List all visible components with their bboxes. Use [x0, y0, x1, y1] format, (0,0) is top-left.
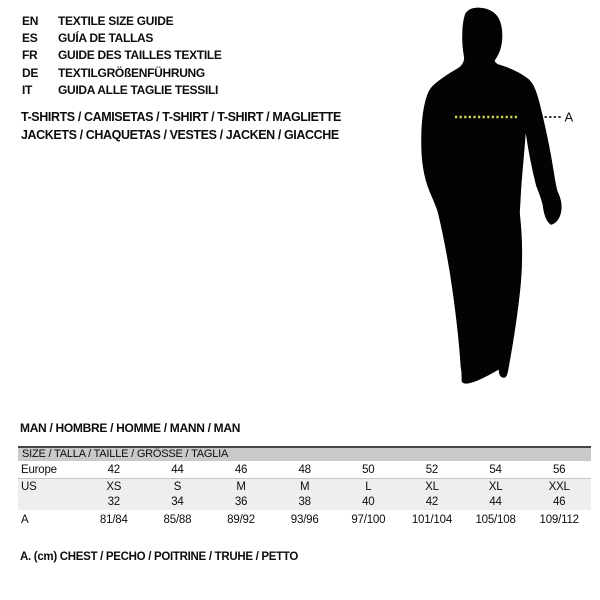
language-list [22, 12, 222, 99]
section-title-man: MAN / HOMBRE / HOMME / MANN / MAN [20, 421, 241, 435]
size-value-cell: 46 [234, 463, 248, 476]
size-value-cell: 93/96 [290, 513, 319, 526]
size-value-cell: M [236, 480, 246, 493]
measurement-footnote: A. (cm) CHEST / PECHO / POITRINE / TRUHE / PETTO [20, 551, 299, 563]
size-value-cell: L [365, 480, 372, 493]
size-value-cell: XL [425, 480, 439, 493]
size-value-cell: 81/84 [99, 513, 128, 526]
language-label: TEXTILE SIZE GUIDE [58, 13, 174, 28]
size-value-cell: 54 [489, 463, 502, 476]
size-table [18, 446, 591, 529]
size-table-row [18, 510, 591, 529]
language-row [22, 64, 222, 81]
language-row [22, 29, 222, 46]
size-value-cell: 105/108 [475, 513, 516, 526]
size-value-cell: 48 [298, 463, 311, 476]
garment-category [21, 109, 341, 144]
size-value-cell: 56 [552, 463, 566, 476]
size-value-cell: 89/92 [227, 513, 255, 526]
size-value-cell: 36 [234, 496, 248, 508]
language-row [22, 82, 222, 99]
man-silhouette-figure [403, 0, 600, 400]
size-value-cell: XS [106, 480, 122, 493]
size-value-cell: 44 [171, 463, 184, 476]
language-label: GUIDA ALLE TAGLIE TESSILI [58, 83, 219, 98]
row-label: A [21, 513, 29, 526]
language-code: ES [22, 31, 38, 46]
size-value-cell: 34 [171, 496, 184, 508]
size-value-cell: 50 [362, 463, 375, 476]
size-value-cell: 97/100 [351, 513, 386, 526]
size-value-cell: 38 [298, 496, 311, 508]
size-table-row [18, 478, 591, 494]
language-code: DE [22, 65, 39, 80]
size-table-row [18, 494, 591, 510]
garment-line-jackets: JACKETS / CHAQUETAS / VESTES / JACKEN / GIACCHE [21, 127, 339, 142]
size-value-cell: XXL [548, 480, 570, 493]
man-silhouette [422, 8, 562, 383]
row-label: US [21, 480, 37, 493]
language-code: FR [22, 48, 38, 63]
size-value-cell: 85/88 [163, 513, 192, 526]
size-value-cell: 46 [552, 496, 566, 508]
language-label: GUÍA DE TALLAS [58, 31, 154, 46]
language-code: IT [22, 83, 33, 98]
language-row [22, 12, 222, 29]
size-value-cell: XL [488, 480, 503, 493]
size-value-cell: 101/104 [411, 513, 453, 526]
size-value-cell: 44 [489, 496, 502, 508]
size-value-cell: 109/112 [539, 513, 579, 526]
size-table-row [18, 461, 591, 478]
size-value-cell: S [173, 480, 182, 493]
size-value-cell: 42 [107, 463, 121, 476]
size-table-header: SIZE / TALLA / TAILLE / GRÖSSE / TAGLIA [18, 448, 591, 461]
language-label: TEXTILGRÖßENFÜHRUNG [58, 65, 205, 80]
size-value-cell: M [299, 480, 310, 493]
measure-label-a: A [564, 109, 574, 125]
size-table-body [18, 461, 591, 529]
language-label: GUIDE DES TAILLES TEXTILE [58, 48, 222, 63]
size-value-cell: 42 [425, 496, 439, 508]
size-value-cell: 40 [362, 496, 375, 508]
language-code: EN [22, 13, 39, 28]
size-value-cell: 52 [425, 463, 439, 476]
garment-line-tshirts: T-SHIRTS / CAMISETAS / T-SHIRT / T-SHIRT / MAGLIETTE [21, 110, 341, 124]
row-label: Europe [21, 463, 57, 476]
size-value-cell: 32 [107, 496, 121, 508]
language-row [22, 47, 222, 64]
